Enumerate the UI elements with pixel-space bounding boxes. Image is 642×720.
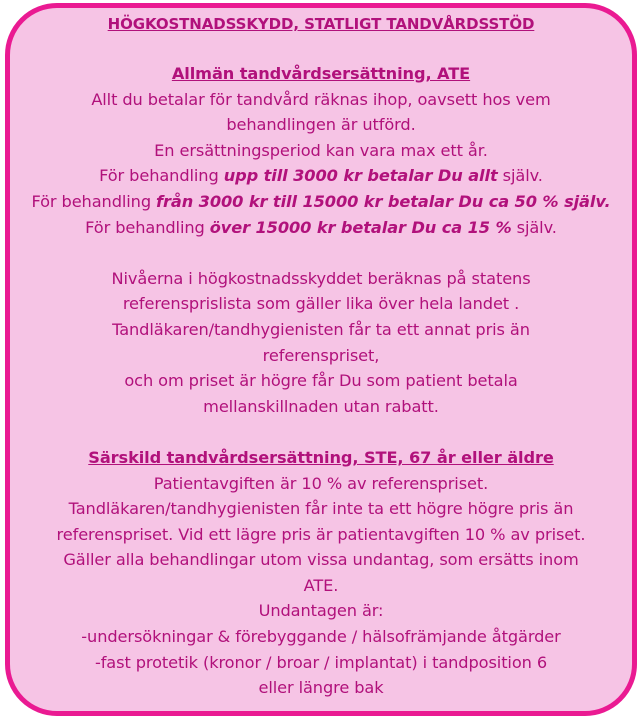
reference-line: Tandläkaren/tandhygienisten får ta ett annat pris än [112, 319, 530, 339]
ate-tier-2 [10, 189, 632, 215]
tier-prefix: För behandling [31, 191, 157, 211]
ste-line: ATE. [303, 575, 339, 595]
info-card [5, 3, 637, 716]
ate-line: En ersättningsperiod kan vara max ett år. [154, 140, 488, 160]
tier-suffix: själv. [511, 217, 557, 237]
ate-line: behandlingen är utförd. [226, 115, 416, 135]
ste-line: Undantagen är: [258, 601, 384, 621]
ate-heading: Allmän tandvårdsersättning, ATE [171, 64, 471, 83]
ste-heading: Särskild tandvårdsersättning, STE, 67 år eller äldre [88, 447, 554, 467]
tier-emphasis: över 15000 kr betalar Du ca 15 % [209, 217, 512, 237]
ste-line: eller längre bak [258, 678, 384, 698]
tier-emphasis: från 3000 kr till 15000 kr betalar Du ca 50 % själv. [156, 191, 611, 211]
spacer [10, 34, 632, 61]
reference-line: Nivåerna i högkostnadsskyddet beräknas på statens [111, 268, 531, 288]
tier-prefix: För behandling [85, 217, 210, 237]
ate-tier-3 [10, 215, 632, 241]
reference-line: och om priset är högre får Du som patient betala [124, 371, 518, 391]
ste-line: Patientavgiften är 10 % av referenspriset. [153, 473, 489, 493]
ste-line: -fast protetik (kronor / broar / implantat) i tandposition 6 [94, 652, 548, 672]
page-title: HÖGKOSTNADSSKYDD, STATLIGT TANDVÅRDSSTÖD [107, 15, 535, 33]
spacer [10, 240, 632, 266]
ste-line: Tandläkaren/tandhygienisten får inte ta ett högre högre pris än [68, 499, 574, 519]
ste-line: referenspriset. Vid ett lägre pris är patientavgiften 10 % av priset. [56, 524, 586, 544]
card-content [10, 14, 632, 701]
tier-prefix: För behandling [99, 166, 224, 186]
ste-line: -undersökningar & förebyggande / hälsofrämjande åtgärder [81, 627, 561, 647]
reference-line: referensprislista som gäller lika över hela landet . [122, 294, 520, 314]
ste-line: Gäller alla behandlingar utom vissa undantag, som ersätts inom [63, 550, 579, 570]
reference-line: referenspriset, [262, 345, 380, 365]
tier-emphasis: upp till 3000 kr betalar Du allt [223, 166, 498, 186]
tier-suffix: själv. [497, 166, 543, 186]
ate-line: Allt du betalar för tandvård räknas ihop, oavsett hos vem [91, 89, 551, 109]
ate-tier-1 [10, 163, 632, 189]
spacer [10, 419, 632, 445]
reference-line: mellanskillnaden utan rabatt. [203, 396, 439, 416]
